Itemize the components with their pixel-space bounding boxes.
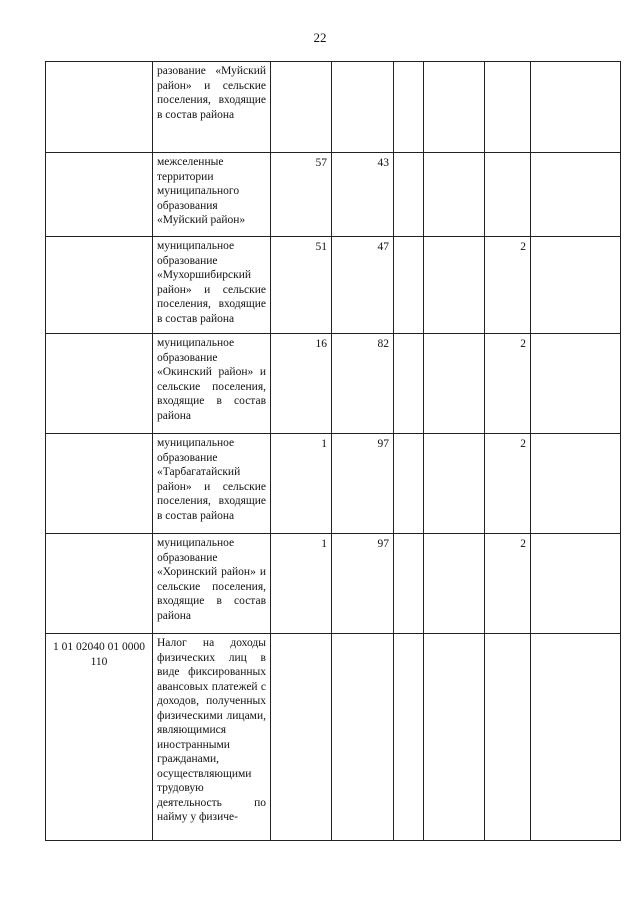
value-cell [424,334,485,434]
table-row [46,237,621,334]
table-row [46,334,621,434]
revenue-distribution-table [45,61,621,841]
name-text: разование «Муйский район» и сельские поселения, входящие в состав района [157,65,266,121]
value-cell [394,62,424,153]
code-cell [46,62,153,153]
name-cell [153,153,271,237]
value-cell: 2 [485,334,531,434]
code-cell [46,434,153,534]
value-cell [332,62,394,153]
value-cell [424,153,485,237]
value-cell [531,237,621,334]
code-cell [46,237,153,334]
value-cell: 1 [271,434,332,534]
name-text: межселенные территории муниципального образования «Муйский район» [157,156,246,226]
value-cell [424,634,485,841]
value-cell [485,153,531,237]
value-cell [531,434,621,534]
value-cell [424,237,485,334]
name-cell [153,534,271,634]
name-text: муниципальное образование «Тарбагатайский район» и сельские поселения, входящие в состав района [157,437,266,522]
name-cell [153,334,271,434]
value-cell [531,153,621,237]
code-cell [46,534,153,634]
name-cell [153,237,271,334]
code-cell: 1 01 02040 01 0000 110 [46,634,153,841]
page-number: 22 [313,30,327,45]
value-cell [394,334,424,434]
name-text: муниципальное образование «Хоринский район» и сельские поселения, входящие в состав района [157,537,266,622]
value-cell [424,534,485,634]
value-cell [332,634,394,841]
name-cell [153,434,271,534]
value-cell [394,434,424,534]
value-cell: 16 [271,334,332,434]
value-cell: 2 [485,434,531,534]
value-cell [531,534,621,634]
value-cell [485,634,531,841]
value-cell: 97 [332,534,394,634]
table-row [46,62,621,153]
value-cell: 43 [332,153,394,237]
value-cell [485,62,531,153]
name-cell [153,634,271,841]
value-cell: 2 [485,534,531,634]
value-cell: 82 [332,334,394,434]
value-cell [531,334,621,434]
value-cell [271,62,332,153]
table-row [46,634,621,841]
value-cell [394,153,424,237]
code-cell [46,334,153,434]
name-cell [153,62,271,153]
value-cell: 57 [271,153,332,237]
value-cell [394,237,424,334]
name-text: муниципальное образование «Окинский район» и сельские поселения, входящие в состав района [157,337,266,422]
value-cell: 51 [271,237,332,334]
value-cell: 97 [332,434,394,534]
value-cell: 1 [271,534,332,634]
value-cell: 2 [485,237,531,334]
name-text: Налог на доходы физических лиц в виде фиксированных авансовых платежей с доходов, полученных физическими лицами, являющимися иностранными гражданами, осуществляющими трудовую деятельность по найму у физиче- [157,637,266,823]
value-cell [394,634,424,841]
value-cell [424,434,485,534]
code-cell [46,153,153,237]
value-cell [531,634,621,841]
value-cell: 47 [332,237,394,334]
value-cell [424,62,485,153]
table-row [46,534,621,634]
name-text: муниципальное образование «Мухоршибирский район» и сельские поселения, входящие в состав района [157,240,266,325]
table-row [46,434,621,534]
value-cell [394,534,424,634]
table-row [46,153,621,237]
value-cell [531,62,621,153]
value-cell [271,634,332,841]
